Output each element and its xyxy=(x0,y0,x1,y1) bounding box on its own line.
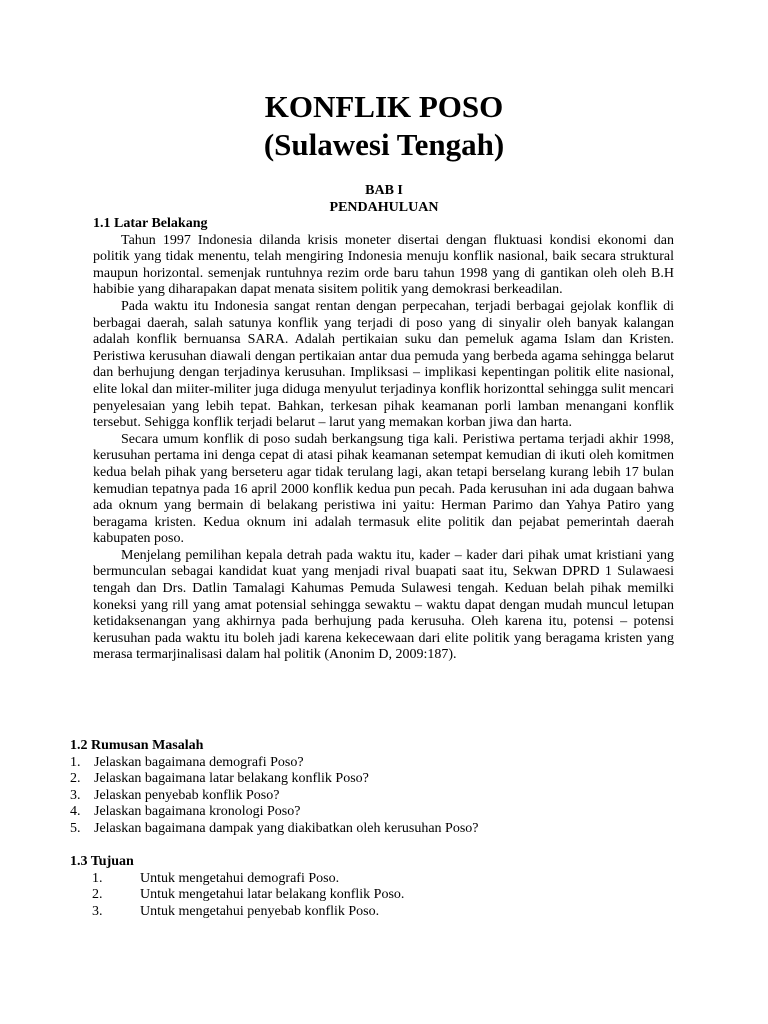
paragraph: Secara umum konflik di poso sudah berkangsung tiga kali. Peristiwa pertama terjadi akhir 1998, kerusuhan pertama ini denga cepat di atasi pihak keamanan setempat kemudian di ikuti oleh komitmen kedua belah pihak yang berseteru agar tidak terulang lagi, akan tetapi berselang kurang lebih 17 bulan kemudian tepatnya pada 16 april 2000 konflik kedua pun pecah. Pada kerusuhan ini ada dugaan bahwa ada oknum yang bermain di belakang peristiwa ini yaitu: Herman Parimo dan Yahya Patiro yang beragama kristen. Kedua oknum ini adalah termasuk elite politik dan pejabat pemerintah daerah kabupaten poso. xyxy=(93,431,674,547)
list-number: 3. xyxy=(70,787,81,803)
list-text: Untuk mengetahui demografi Poso. xyxy=(140,870,340,886)
chapter-label: BAB I xyxy=(365,183,403,198)
list-text: Untuk mengetahui penyebab konflik Poso. xyxy=(140,903,380,919)
list-number: 2. xyxy=(70,771,81,787)
list-item xyxy=(70,788,680,805)
list-text: Jelaskan bagaimana kronologi Poso? xyxy=(94,804,301,820)
latar-belakang-heading: 1.1 Latar Belakang xyxy=(93,216,208,231)
title-line-2: (Sulawesi Tengah) xyxy=(263,127,505,162)
list-text: Jelaskan bagaimana dampak yang diakibatkan oleh kerusuhan Poso? xyxy=(94,820,479,836)
document-title xyxy=(0,88,768,164)
title-line-1: KONFLIK POSO xyxy=(264,89,504,124)
chapter-name: PENDAHULUAN xyxy=(329,200,439,215)
list-text: Jelaskan bagaimana demografi Poso? xyxy=(94,754,304,770)
list-item xyxy=(70,804,680,821)
list-number: 4. xyxy=(70,804,81,820)
list-text: Jelaskan bagaimana latar belakang konflik Poso? xyxy=(94,771,369,787)
paragraph: Pada waktu itu Indonesia sangat rentan dengan perpecahan, terjadi berbagai gejolak konflik di berbagai daerah, salah satunya konflik yang terjadi di poso yang di sinyalir oleh banyak kalangan adalah konflik bernuansa SARA. Adalah pertikaian suku dan pemeluk agama Islam dan Kristen. Peristiwa kerusuhan diawali dengan pertikaian antar dua pemuda yang berbeda agama sehingga belarut dan berhujung dengan terjadinya kerusuhan. Impliksasi – implikasi kepentingan politik elite nasional, elite lokal dan miiter-militer juga diduga menyulut terjadinya konflik horizonttal sehingga sulit mencari penyelesaian yang lebih tepat. Bahkan, terkesan pihak keamanan porli lamban menangani konflik tersebut. Sehigga konflik terjadi belarut – larut yang memakan korban jiwa dan harta. xyxy=(93,298,674,431)
latar-belakang-section xyxy=(93,216,674,664)
rumusan-masalah-heading: 1.2 Rumusan Masalah xyxy=(70,738,204,753)
list-text: Jelaskan penyebab konflik Poso? xyxy=(94,787,280,803)
tujuan-section xyxy=(70,854,680,920)
rumusan-masalah-section xyxy=(70,738,680,838)
list-item xyxy=(70,821,680,838)
list-number: 2. xyxy=(92,887,103,903)
paragraph: Menjelang pemilihan kepala detrah pada waktu itu, kader – kader dari pihak umat kristiani yang bermunculan sebagai kandidat kuat yang menjadi rival buapati saat itu, Sekwan DPRD 1 Sulawaesi tengah dan Drs. Datlin Tamalagi Kahumas Pemuda Sulawesi tengah. Keduan belah pihak memilki koneksi yang rill yang amat potensial sehingga sewaktu – waktu dapat dengan mudah muncul letupan ketidaksenangan yang akhirnya pada berhujung pada kerusuha. Oleh karena itu, potensi – potensi kerusuhan pada waktu itu boleh jadi karena kekecewaan dari elite politik yang beragama kristen yang merasa termarjinalisasi dalam hal politik (Anonim D, 2009:187). xyxy=(93,547,674,663)
paragraph: Tahun 1997 Indonesia dilanda krisis moneter disertai dengan fluktuasi kondisi ekonomi dan politik yang tidak menentu, telah mengiring Indonesia menuju konflik nasional, baik secara struktural maupun horizontal. semenjak runtuhnya rezim orde baru tahun 1998 yang di gantikan oleh oleh B.H habibie yang diharapakan dapat menata sisitem politik yang demokrasi berkeadilan. xyxy=(93,232,674,298)
list-item xyxy=(70,771,680,788)
chapter-heading xyxy=(0,182,768,216)
list-item xyxy=(70,755,680,772)
list-number: 1. xyxy=(70,754,81,770)
list-item xyxy=(70,871,680,888)
list-number: 1. xyxy=(92,870,103,886)
list-item xyxy=(70,887,680,904)
tujuan-heading: 1.3 Tujuan xyxy=(70,854,134,869)
list-text: Untuk mengetahui latar belakang konflik Poso. xyxy=(140,887,405,903)
list-number: 3. xyxy=(92,903,103,919)
list-item xyxy=(70,904,680,921)
list-number: 5. xyxy=(70,820,81,836)
